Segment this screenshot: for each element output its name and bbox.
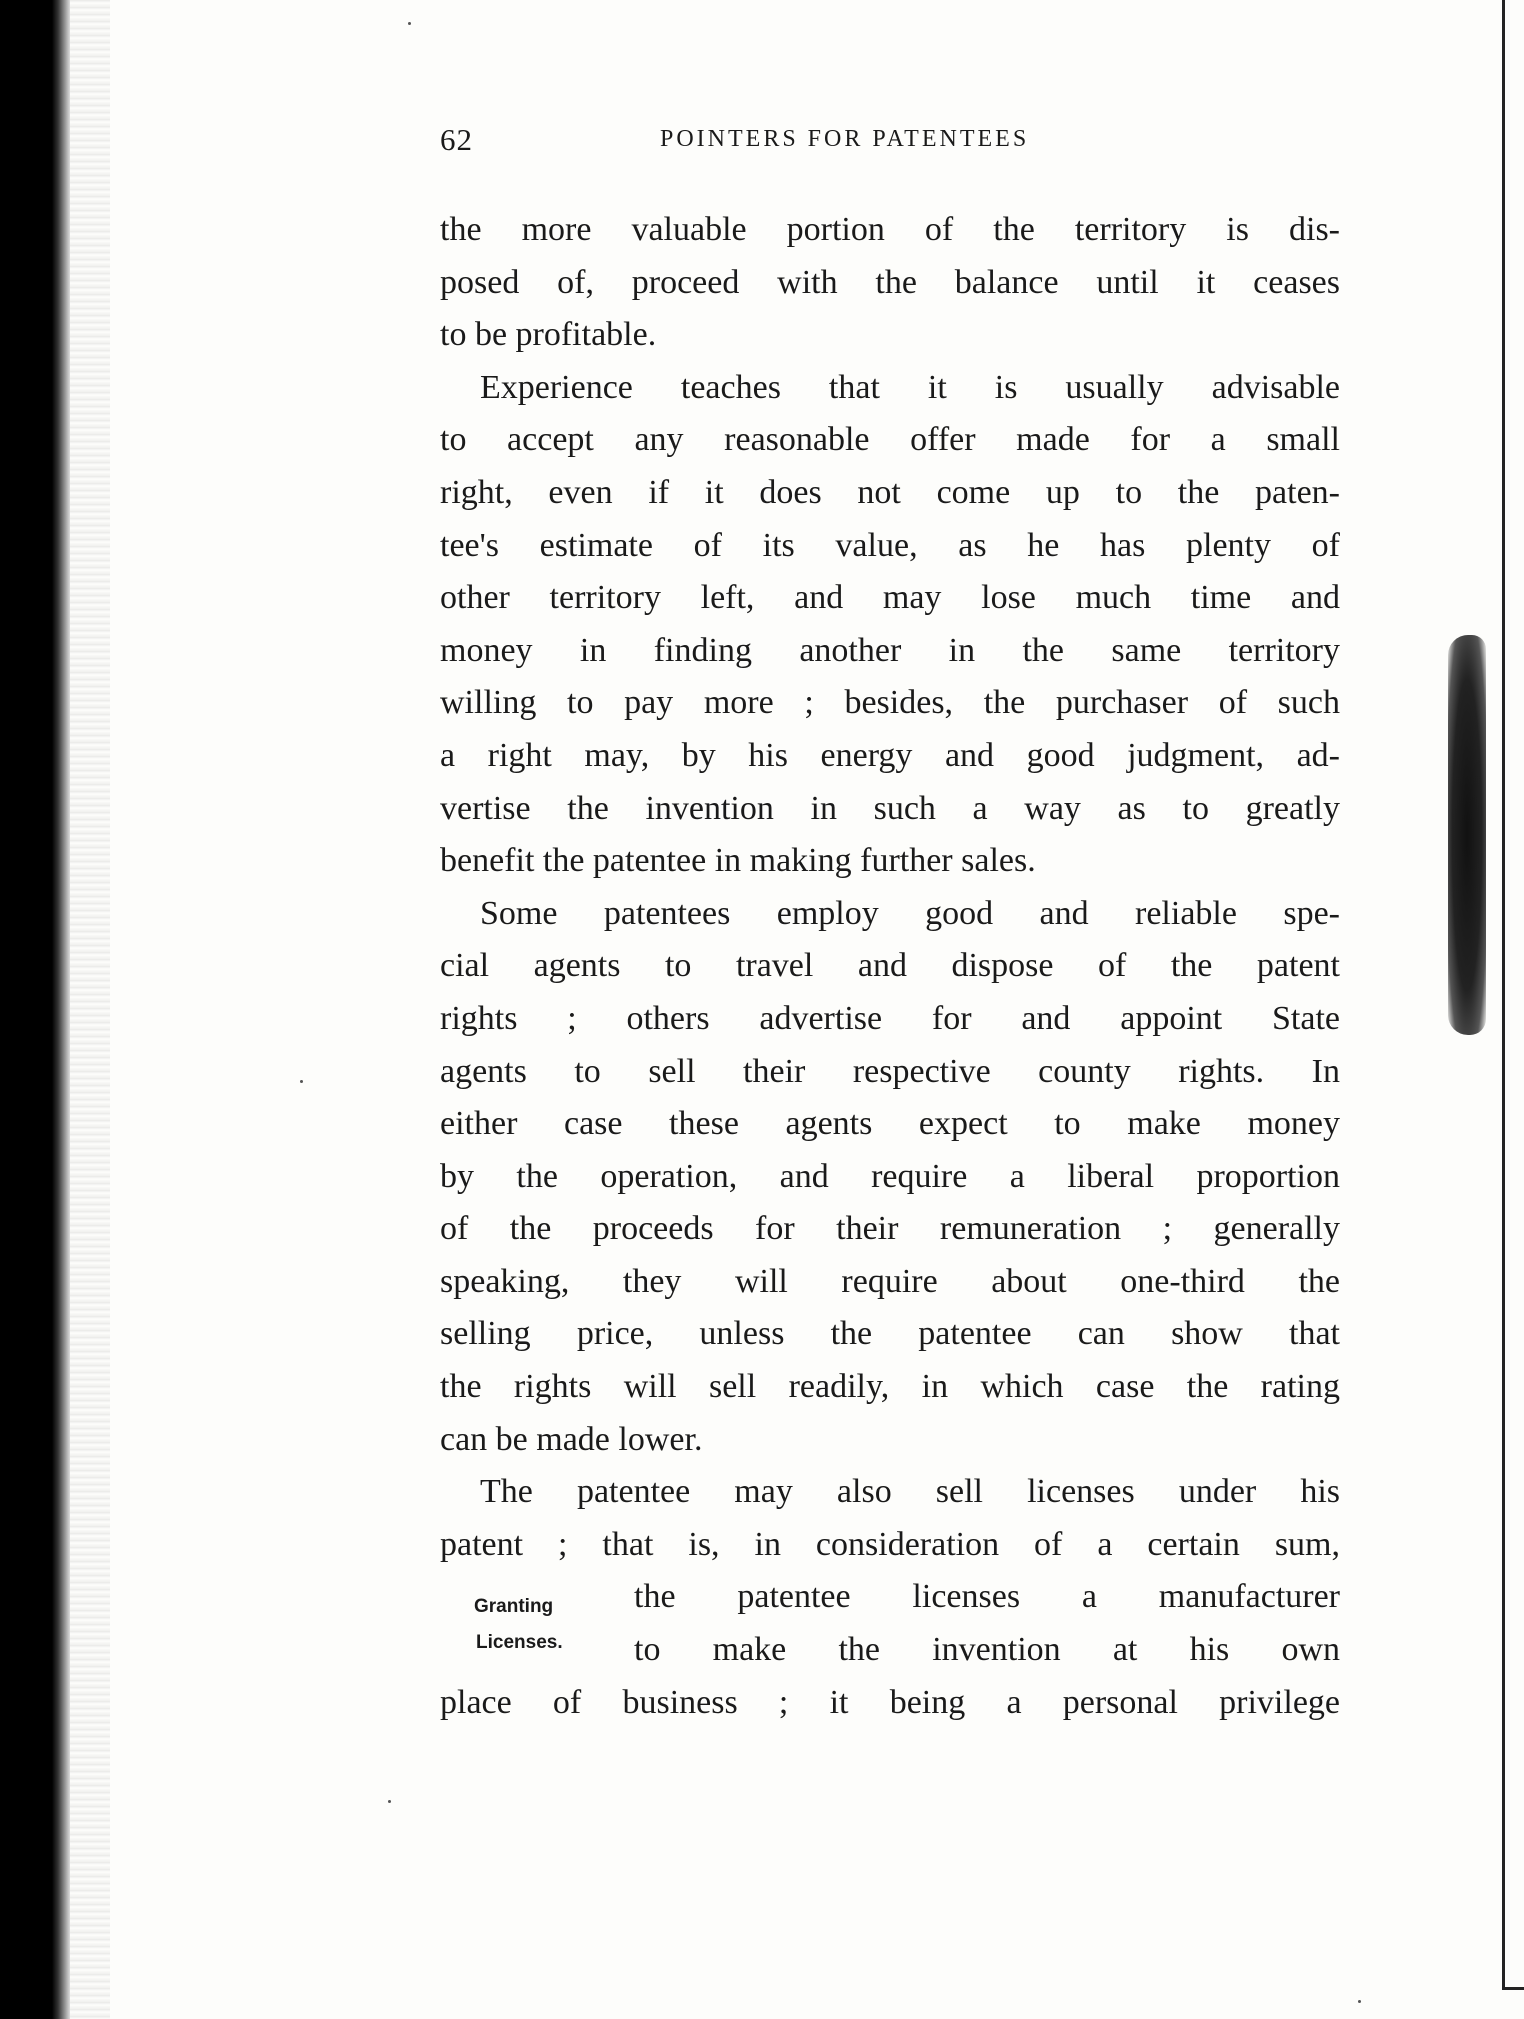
page-number: 62 (440, 122, 473, 157)
text-line: Some patentees employ good and reliable spe- (480, 894, 1340, 932)
running-head (440, 122, 1340, 162)
text-line: tee's estimate of its value, as he has plenty of (440, 526, 1340, 564)
scan-right-edge-foot (1502, 1987, 1524, 1990)
paragraph-2 (440, 362, 1340, 888)
text-line: other territory left, and may lose much time and (440, 579, 1340, 617)
text-line: the rights will sell readily, in which case the rating (440, 1368, 1340, 1406)
sidenote-wrapped-lines (440, 1571, 1340, 1676)
text-line: by the operation, and require a liberal proportion (440, 1157, 1340, 1195)
text-line: agents to sell their respective county rights. In (440, 1052, 1340, 1090)
text-line: a right may, by his energy and good judgment, ad- (440, 736, 1340, 774)
text-line: benefit the patentee in making further sales. (440, 842, 1036, 880)
text-line: to accept any reasonable offer made for a small (440, 421, 1340, 459)
text-line: vertise the invention in such a way as to greatly (440, 789, 1340, 827)
scan-speck (300, 1080, 303, 1083)
text-line: to be profitable. (440, 316, 657, 354)
scan-thumb-smudge (1448, 635, 1486, 1035)
paragraph-4 (440, 1466, 1340, 1729)
text-line: place of business ; it being a personal privilege (440, 1683, 1340, 1721)
running-title: POINTERS FOR PATENTEES (660, 126, 1030, 152)
text-line: willing to pay more ; besides, the purchaser of such (440, 684, 1340, 722)
text-line: can be made lower. (440, 1420, 703, 1458)
text-line: rights ; others advertise for and appoint State (440, 999, 1340, 1037)
scan-right-edge-line (1502, 0, 1505, 1990)
text-line: money in finding another in the same territory (440, 631, 1340, 669)
text-line: patent ; that is, in consideration of a certain sum, (440, 1525, 1340, 1563)
text-line: to make the invention at his own (634, 1631, 1340, 1669)
text-line: The patentee may also sell licenses under his (480, 1473, 1340, 1511)
body-text (440, 204, 1340, 1729)
sidenote-line: Licenses. (476, 1632, 563, 1654)
margin-sidenote (474, 1589, 624, 1661)
text-line: Experience teaches that it is usually advisable (480, 368, 1340, 406)
text-line: posed of, proceed with the balance until it ceases (440, 263, 1340, 301)
scan-speck (1358, 2000, 1361, 2003)
text-line: cial agents to travel and dispose of the patent (440, 947, 1340, 985)
text-line: selling price, unless the patentee can show that (440, 1315, 1340, 1353)
sidenote-line: Granting (474, 1596, 554, 1618)
paragraph-1 (440, 204, 1340, 362)
scan-speck (388, 1800, 391, 1803)
text-line: right, even if it does not come up to the paten- (440, 473, 1340, 511)
text-line: the patentee licenses a manufacturer (634, 1578, 1340, 1616)
paragraph-3 (440, 888, 1340, 1467)
text-line: of the proceeds for their remuneration ; generally (440, 1210, 1340, 1248)
scan-speck (408, 22, 411, 25)
scan-binding-shadow (0, 0, 70, 2019)
text-line: speaking, they will require about one-third the (440, 1262, 1340, 1300)
scan-binding-noise (70, 0, 110, 2019)
text-line: the more valuable portion of the territory is dis- (440, 211, 1340, 248)
text-line: either case these agents expect to make money (440, 1105, 1340, 1143)
